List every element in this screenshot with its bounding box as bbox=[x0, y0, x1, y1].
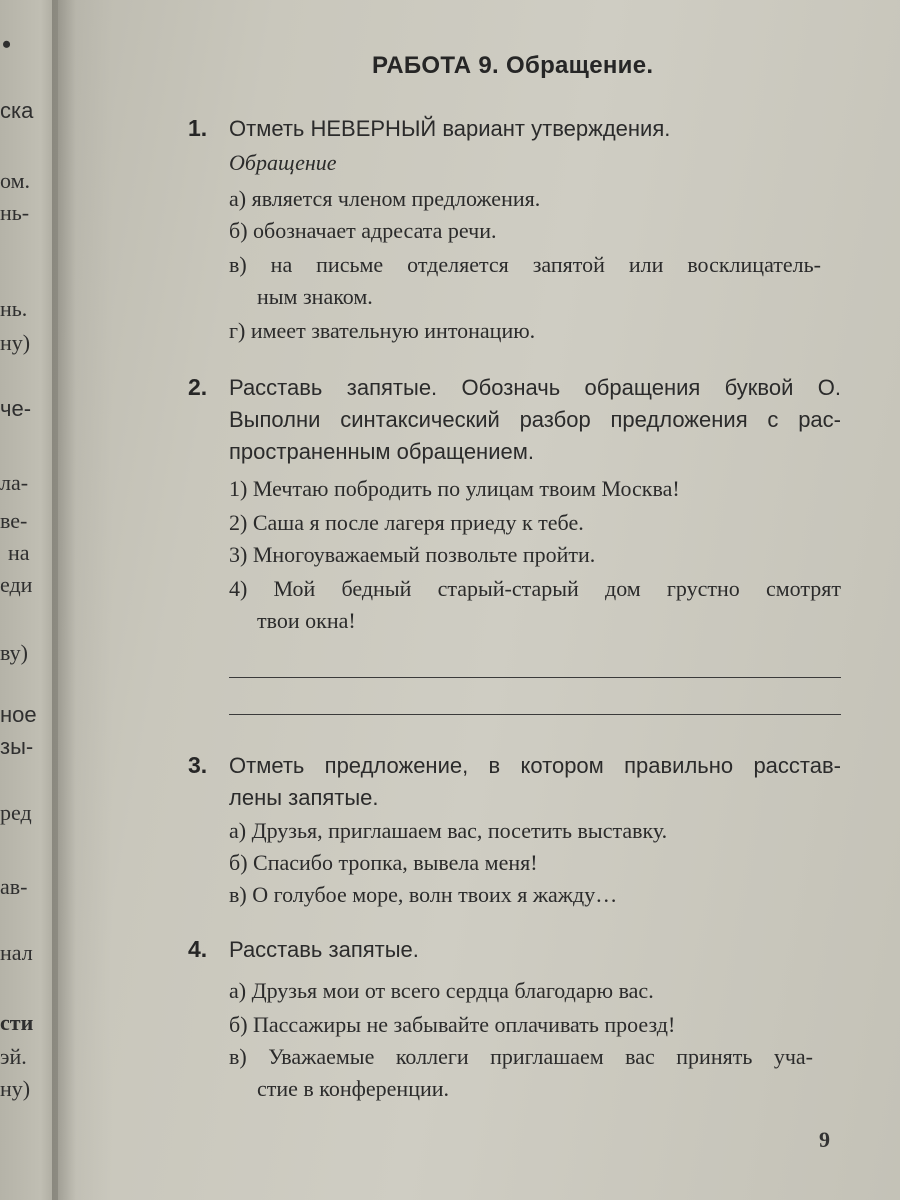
left-page-fragment: ред bbox=[0, 800, 32, 825]
answer-option[interactable]: в) на письме отделяется запятой или восклицатель- bbox=[229, 252, 821, 277]
left-page-fragment: • bbox=[2, 30, 12, 59]
task-prompt-line: пространенным обращением. bbox=[229, 439, 534, 464]
left-page-fragment: нь- bbox=[0, 200, 30, 225]
left-page-fragment: ну) bbox=[0, 330, 31, 355]
answer-option[interactable]: б) обозначает адресата речи. bbox=[229, 218, 497, 243]
exercise-sentence: б) Пассажиры не забывайте оплачивать проезд! bbox=[229, 1012, 676, 1037]
task-prompt: Расставь запятые. bbox=[229, 937, 419, 962]
page-title: РАБОТА 9. Обращение. bbox=[372, 52, 654, 79]
left-page-fragment: сти bbox=[0, 1010, 34, 1035]
exercise-sentence: 3) Многоуважаемый позвольте пройти. bbox=[229, 542, 596, 567]
task-number: 2. bbox=[188, 374, 208, 400]
left-page-fragment: ом. bbox=[0, 168, 31, 193]
left-page-fragment: нь. bbox=[0, 296, 28, 321]
answer-line[interactable] bbox=[229, 714, 841, 715]
left-page-fragment: ла- bbox=[0, 470, 29, 495]
task-number: 1. bbox=[188, 115, 208, 141]
exercise-sentence: а) Друзья мои от всего сердца благодарю вас. bbox=[229, 978, 654, 1003]
exercise-sentence: 4) Мой бедный старый-старый дом грустно смотрят bbox=[229, 576, 841, 601]
exercise-sentence-continuation: стие в конференции. bbox=[257, 1076, 450, 1101]
left-page-fragment: ска bbox=[0, 98, 34, 123]
left-page-fragment: нал bbox=[0, 940, 33, 965]
left-page-fragment: че- bbox=[0, 396, 32, 421]
left-page-fragment: ву) bbox=[0, 640, 28, 665]
answer-option-continuation: ным знаком. bbox=[257, 284, 373, 309]
exercise-sentence: 1) Мечтаю побродить по улицам твоим Москва! bbox=[229, 476, 680, 501]
left-page-fragment: эй. bbox=[0, 1044, 27, 1069]
left-page-fragment: ну) bbox=[0, 1076, 31, 1101]
answer-option[interactable]: а) является членом предложения. bbox=[229, 186, 541, 211]
exercise-sentence: 2) Саша я после лагеря приеду к тебе. bbox=[229, 510, 584, 535]
task-prompt-line: Расставь запятые. Обозначь обращения буквой О. bbox=[229, 375, 841, 400]
task-prompt-line: Выполни синтаксический разбор предложения с рас- bbox=[229, 407, 841, 432]
answer-option[interactable]: г) имеет звательную интонацию. bbox=[229, 318, 536, 343]
exercise-sentence: в) Уважаемые коллеги приглашаем вас принять уча- bbox=[229, 1044, 813, 1069]
task-prompt-line: Отметь предложение, в котором правильно расстав- bbox=[229, 753, 841, 778]
page-number: 9 bbox=[819, 1127, 830, 1152]
task-number: 3. bbox=[188, 752, 208, 778]
task-subheading: Обращение bbox=[229, 150, 337, 175]
book-fold-shadow bbox=[52, 0, 112, 1200]
task-prompt: Отметь НЕВЕРНЫЙ вариант утверждения. bbox=[229, 116, 671, 141]
exercise-sentence-continuation: твои окна! bbox=[257, 608, 356, 633]
task-number: 4. bbox=[188, 936, 208, 962]
task-prompt-line: лены запятые. bbox=[229, 785, 379, 810]
answer-line[interactable] bbox=[229, 677, 841, 678]
left-page-fragment: зы- bbox=[0, 734, 34, 759]
left-page-fragment: на bbox=[8, 540, 30, 565]
left-page-fragment: ное bbox=[0, 702, 37, 727]
answer-option[interactable]: в) О голубое море, волн твоих я жажду… bbox=[229, 882, 618, 907]
left-page-fragment: еди bbox=[0, 572, 33, 597]
answer-option[interactable]: а) Друзья, приглашаем вас, посетить выставку. bbox=[229, 818, 668, 843]
answer-option[interactable]: б) Спасибо тропка, вывела меня! bbox=[229, 850, 538, 875]
left-page-fragment: ве- bbox=[0, 508, 28, 533]
left-page-fragment: ав- bbox=[0, 874, 28, 899]
